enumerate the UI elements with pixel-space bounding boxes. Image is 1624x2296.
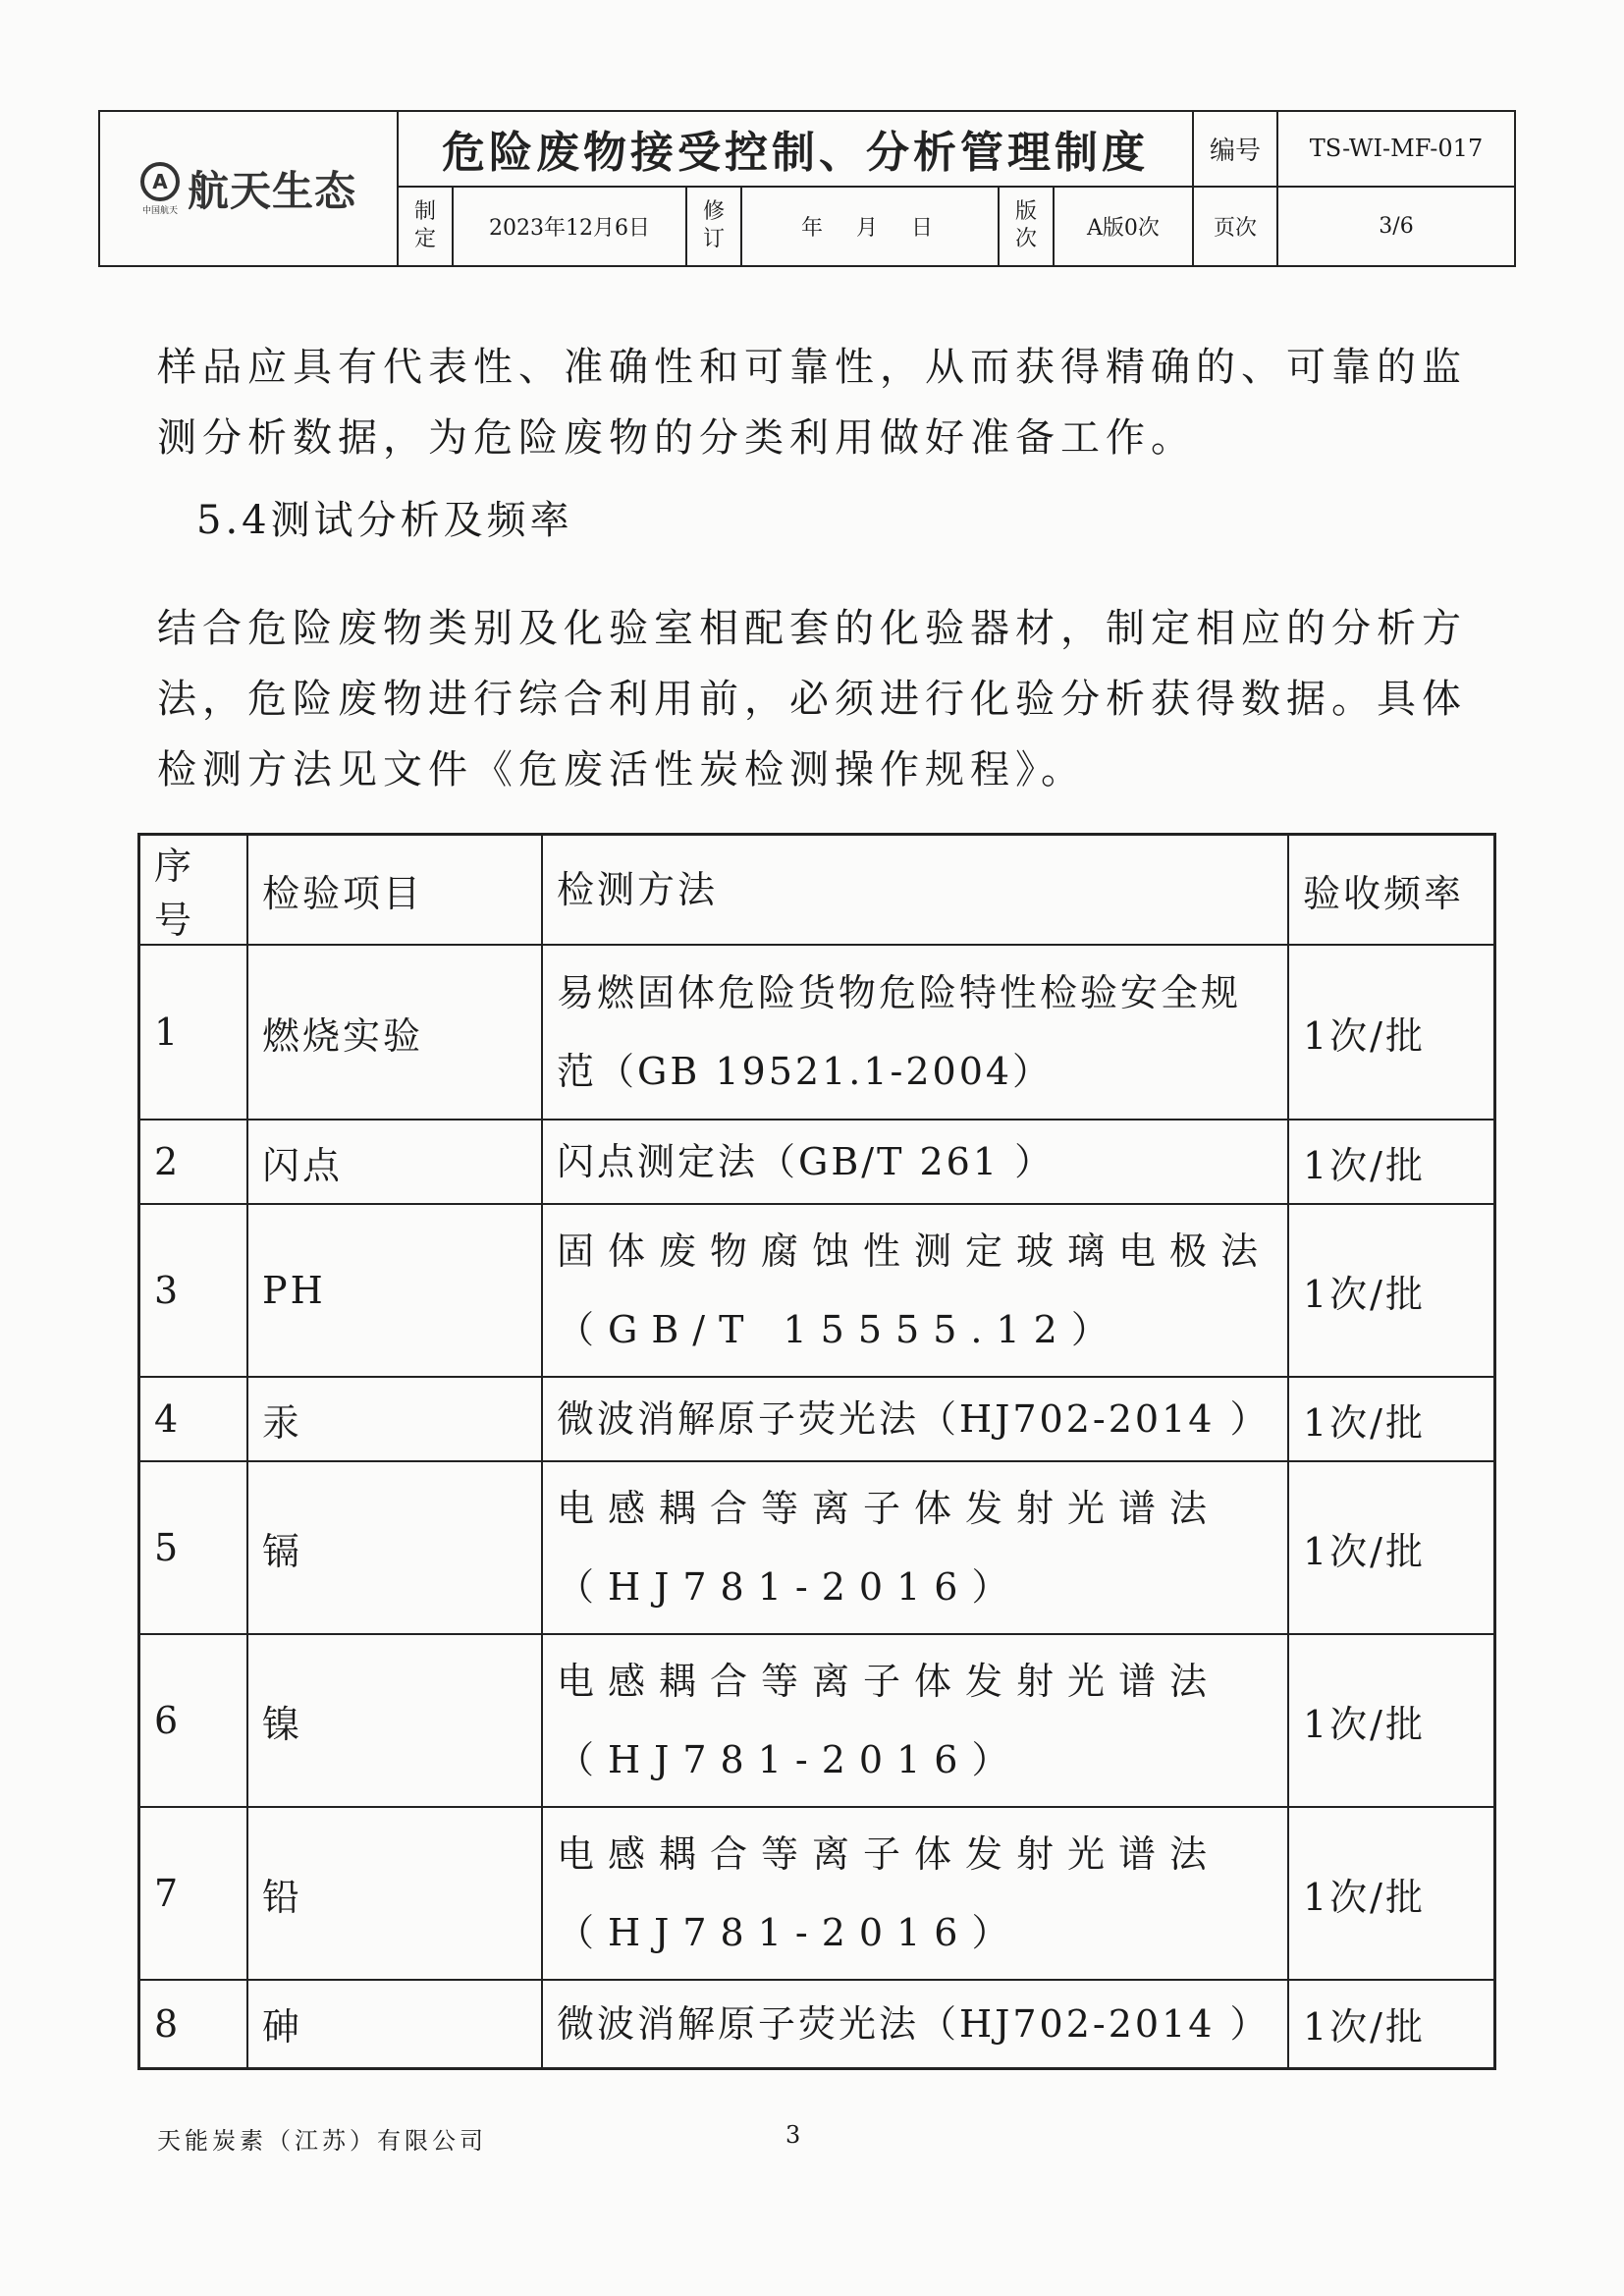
table-row: [139, 1980, 1495, 2068]
table-row: [139, 1377, 1495, 1461]
row-method: 易燃固体危险货物危险特性检验安全规范（GB 19521.1-2004）: [542, 945, 1288, 1120]
row-method: 电感耦合等离子体发射光谱法（HJ781-2016）: [542, 1807, 1288, 1980]
company-logo: [140, 159, 356, 218]
made-date: 2023年12月6日: [453, 187, 686, 266]
table-header-row: [139, 835, 1495, 946]
row-no: 7: [139, 1807, 248, 1980]
row-item: 镍: [247, 1634, 542, 1807]
table-row: [139, 1807, 1495, 1980]
row-method: 固体废物腐蚀性测定玻璃电极法（GB/T 15555.12）: [542, 1204, 1288, 1377]
row-no: 8: [139, 1980, 248, 2068]
header-method: 检测方法: [542, 835, 1288, 946]
row-freq: 1次/批: [1288, 1807, 1495, 1980]
row-item: 镉: [247, 1461, 542, 1634]
row-item: 铅: [247, 1807, 542, 1980]
paragraph-analysis: 结合危险废物类别及化验室相配套的化验器材，制定相应的分析方法，危险废物进行综合利用前，必须进行化验分析获得数据。具体检测方法见文件《危废活性炭检测操作规程》。: [157, 606, 1467, 793]
version-label: 版 次: [999, 187, 1054, 266]
table-row: [139, 945, 1495, 1120]
row-freq: 1次/批: [1288, 1204, 1495, 1377]
footer-company: 天能炭素（江苏）有限公司: [157, 2127, 487, 2155]
row-freq: 1次/批: [1288, 1461, 1495, 1634]
row-method: 电感耦合等离子体发射光谱法（HJ781-2016）: [542, 1634, 1288, 1807]
header-no: 序号: [139, 835, 248, 946]
footer-page-number: 3: [785, 2121, 801, 2149]
code-label: 编号: [1193, 111, 1277, 187]
row-item: PH: [247, 1204, 542, 1377]
section-title: 5.4测试分析及频率: [196, 498, 573, 543]
revise-date: 年 月 日: [741, 187, 999, 266]
row-freq: 1次/批: [1288, 1980, 1495, 2068]
code-value: TS-WI-MF-017: [1277, 111, 1515, 187]
table-row: [139, 1461, 1495, 1634]
logo-cell: [99, 111, 398, 266]
row-item: 汞: [247, 1377, 542, 1461]
row-freq: 1次/批: [1288, 1634, 1495, 1807]
row-item: 燃烧实验: [247, 945, 542, 1120]
row-freq: 1次/批: [1288, 945, 1495, 1120]
table-row: [139, 1204, 1495, 1377]
paragraph-sampling: 样品应具有代表性、准确性和可靠性，从而获得精确的、可靠的监测分析数据，为危险废物的分类利用做好准备工作。: [157, 345, 1467, 461]
revise-label: 修 订: [686, 187, 741, 266]
row-no: 1: [139, 945, 248, 1120]
row-freq: 1次/批: [1288, 1120, 1495, 1204]
row-freq: 1次/批: [1288, 1377, 1495, 1461]
logo-small-text: 中国航天: [141, 205, 178, 216]
version-value: A版0次: [1054, 187, 1193, 266]
row-method: 闪点测定法（GB/T 261 ）: [542, 1120, 1288, 1204]
row-item: 砷: [247, 1980, 542, 2068]
logo-name: 航天生态: [187, 167, 356, 215]
row-item: 闪点: [247, 1120, 542, 1204]
made-label: 制 定: [398, 187, 453, 266]
table-row: [139, 1120, 1495, 1204]
header-freq: 验收频率: [1288, 835, 1495, 946]
document-header: [98, 110, 1516, 267]
logo-emblem-icon: A: [140, 162, 180, 201]
row-no: 4: [139, 1377, 248, 1461]
page-label: 页次: [1193, 187, 1277, 266]
document-title: 危险废物接受控制、分析管理制度: [398, 111, 1193, 187]
row-no: 5: [139, 1461, 248, 1634]
page-value: 3/6: [1277, 187, 1515, 266]
row-method: 微波消解原子荧光法（HJ702-2014 ）: [542, 1377, 1288, 1461]
header-item: 检验项目: [247, 835, 542, 946]
test-items-table: [137, 833, 1496, 2070]
row-no: 2: [139, 1120, 248, 1204]
row-method: 微波消解原子荧光法（HJ702-2014 ）: [542, 1980, 1288, 2068]
row-no: 3: [139, 1204, 248, 1377]
table-row: [139, 1634, 1495, 1807]
row-no: 6: [139, 1634, 248, 1807]
row-method: 电感耦合等离子体发射光谱法（HJ781-2016）: [542, 1461, 1288, 1634]
